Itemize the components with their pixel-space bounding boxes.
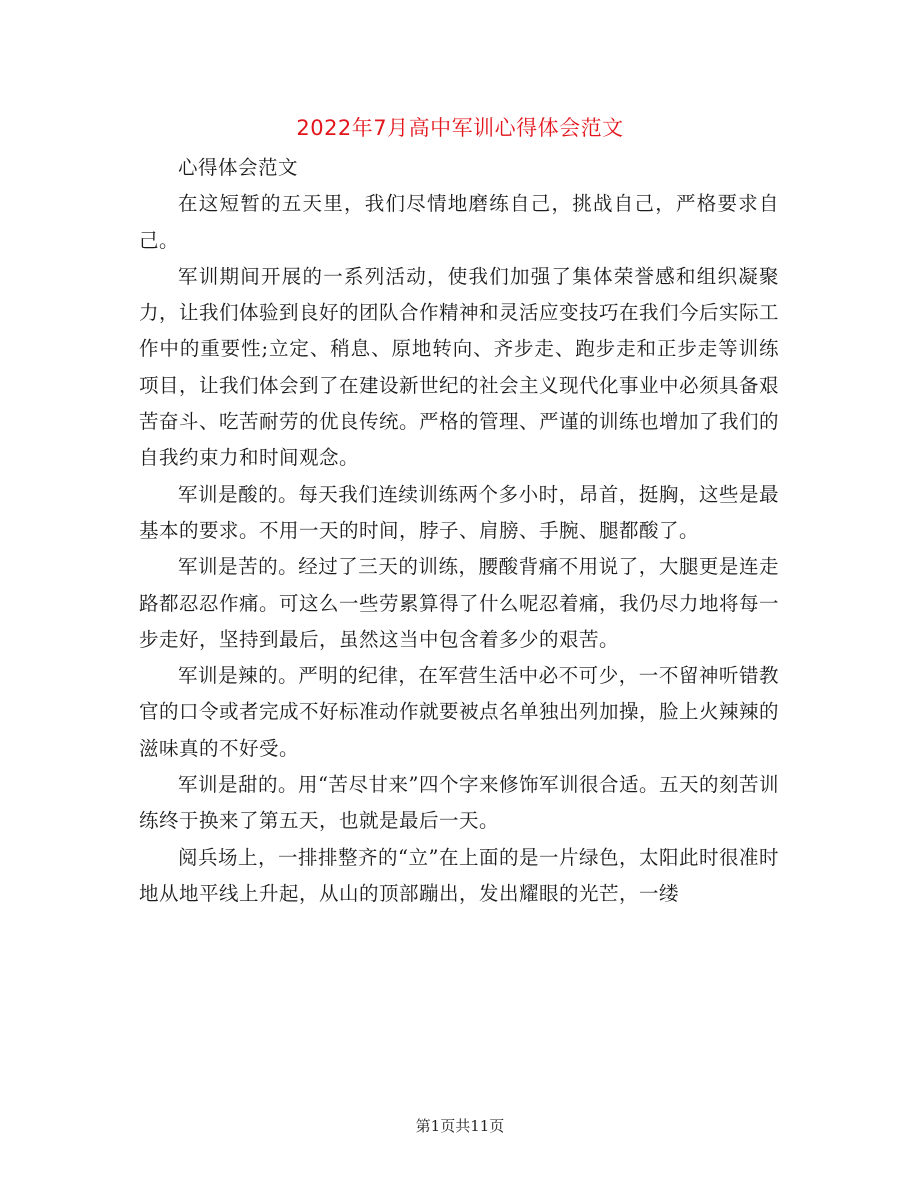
paragraph: 军训期间开展的一系列活动，使我们加强了集体荣誉感和组织凝聚力，让我们体验到良好的团队合作精神和灵活应变技巧在我们今后实际工作中的重要性;立定、稍息、原地转向、齐步走、跑步走和正步走等训练项目，让我们体会到了在建设新世纪的社会主义现代化事业中必须具备艰苦奋斗、吃苦耐劳的优良传统。严格的管理、严谨的训练也增加了我们的自我约束力和时间观念。	[139, 264, 780, 470]
document-body	[139, 150, 779, 912]
document-title: 2022年7月高中军训心得体会范文	[296, 116, 624, 140]
page-number-footer: 第1页共11页	[415, 1117, 505, 1135]
paragraph: 军训是苦的。经过了三天的训练，腰酸背痛不用说了，大腿更是连走路都忍忍作痛。可这么一些劳累算得了什么呢忍着痛，我仍尽力地将每一步走好，坚持到最后，虽然这当中包含着多少的艰苦。	[139, 555, 780, 651]
paragraph: 军训是酸的。每天我们连续训练两个多小时，昂首，挺胸，这些是最基本的要求。不用一天的时间，脖子、肩膀、手腕、腿都酸了。	[139, 482, 779, 542]
paragraph-subheading: 心得体会范文	[178, 156, 299, 179]
paragraph: 军训是辣的。严明的纪律，在军营生活中必不可少，一不留神听错教官的口令或者完成不好标准动作就要被点名单独出列加操，脸上火辣辣的滋味真的不好受。	[139, 664, 780, 760]
paragraph: 在这短暂的五天里，我们尽情地磨练自己，挑战自己，严格要求自己。	[139, 192, 779, 252]
paragraph: 军训是甜的。用“苦尽甘来”四个字来修饰军训很合适。五天的刻苦训练终于换来了第五天，也就是最后一天。	[139, 773, 779, 833]
paragraph: 阅兵场上，一排排整齐的“立”在上面的是一片绿色，太阳此时很准时地从地平线上升起，从山的顶部蹦出，发出耀眼的光芒，一缕	[139, 845, 779, 905]
